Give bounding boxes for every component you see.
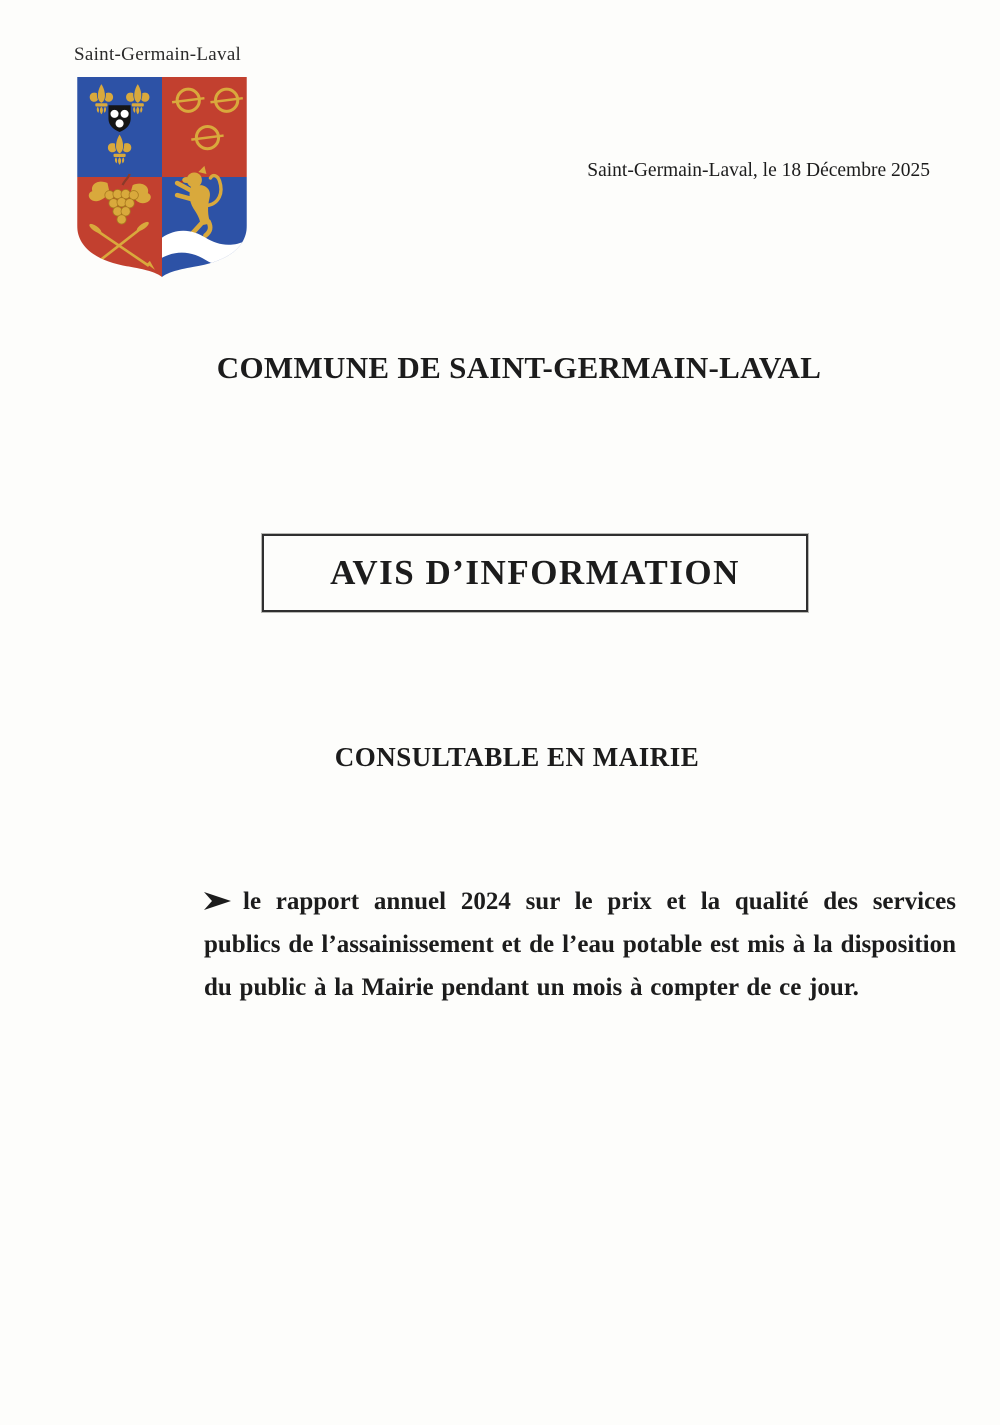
notice-title: AVIS D’INFORMATION [330, 553, 740, 592]
notice-body [204, 880, 956, 1009]
commune-name-label: Saint-Germain-Laval [74, 44, 242, 65]
dateline: Saint-Germain-Laval, le 18 Décembre 2025 [587, 160, 930, 181]
notice-subtitle: CONSULTABLE EN MAIRIE [334, 742, 700, 772]
notice-body-text: le rapport annuel 2024 sur le prix et la qualité des services publics de l’assainissement et de l’eau potable est mis à la disposition du public à la Mairie pendant un mois à compter de ce jour. [204, 888, 956, 1001]
commune-title: COMMUNE DE SAINT-GERMAIN-LAVAL [216, 350, 822, 385]
notice-title-box [262, 534, 808, 612]
arrowhead-bullet-icon [204, 891, 231, 911]
coat-of-arms-icon [76, 76, 248, 278]
